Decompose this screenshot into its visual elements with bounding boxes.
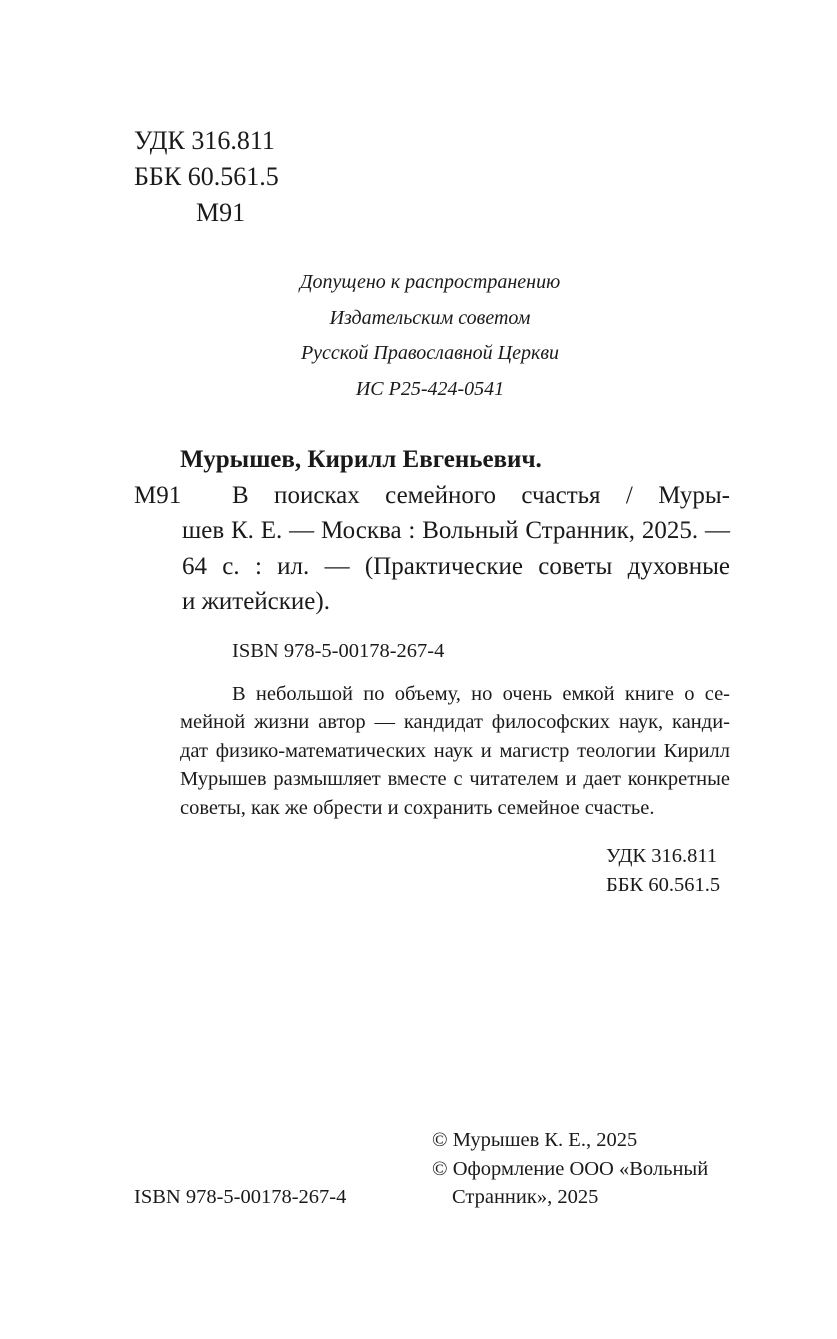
author-mark: М91 <box>196 198 246 227</box>
approval-line: Издательским советом <box>329 307 531 329</box>
copyright-design: © Оформление ООО «Вольный <box>432 1158 709 1180</box>
udk-code: УДК 316.811 <box>134 126 275 155</box>
bbk-code: ББК 60.561.5 <box>134 162 279 191</box>
isbn-entry: ISBN 978-5-00178-267-4 <box>232 640 445 662</box>
bib-line: шев К. Е. — Москва : Вольный Странник, 2025. — <box>182 517 730 544</box>
bottom-udk-code: УДК 316.811 <box>606 845 718 867</box>
annotation-line: мейной жизни автор — кандидат философских наук, канди- <box>180 711 730 733</box>
bib-line: и житейские). <box>182 588 330 615</box>
annotation-line: В небольшой по объему, но очень емкой книге о се- <box>232 683 730 705</box>
approval-line: ИС Р25-424-0541 <box>355 378 505 400</box>
bib-line: 64 с. : ил. — (Практические советы духовные <box>182 553 730 580</box>
annotation-line: советы, как же обрести и сохранить семейное счастье. <box>180 797 655 819</box>
bib-line: В поисках семейного счастья / Муры- <box>232 482 730 509</box>
annotation-line: Мурышев размышляет вместе с читателем и дает конкретные <box>180 768 730 790</box>
copyright-design-continued: Странник», 2025 <box>452 1186 599 1208</box>
bib-author-mark: М91 <box>134 482 182 509</box>
author-heading: Мурышев, Кирилл Евгеньевич. <box>180 446 542 473</box>
copyright-author: © Мурышев К. Е., 2025 <box>432 1129 638 1151</box>
approval-line: Допущено к распространению <box>299 271 561 293</box>
bottom-bbk-code: ББК 60.561.5 <box>606 874 721 896</box>
annotation-line: дат физико-математических наук и магистр теологии Кирилл <box>180 740 730 762</box>
approval-line: Русской Православной Церкви <box>300 342 560 364</box>
footer-isbn: ISBN 978-5-00178-267-4 <box>134 1186 347 1208</box>
